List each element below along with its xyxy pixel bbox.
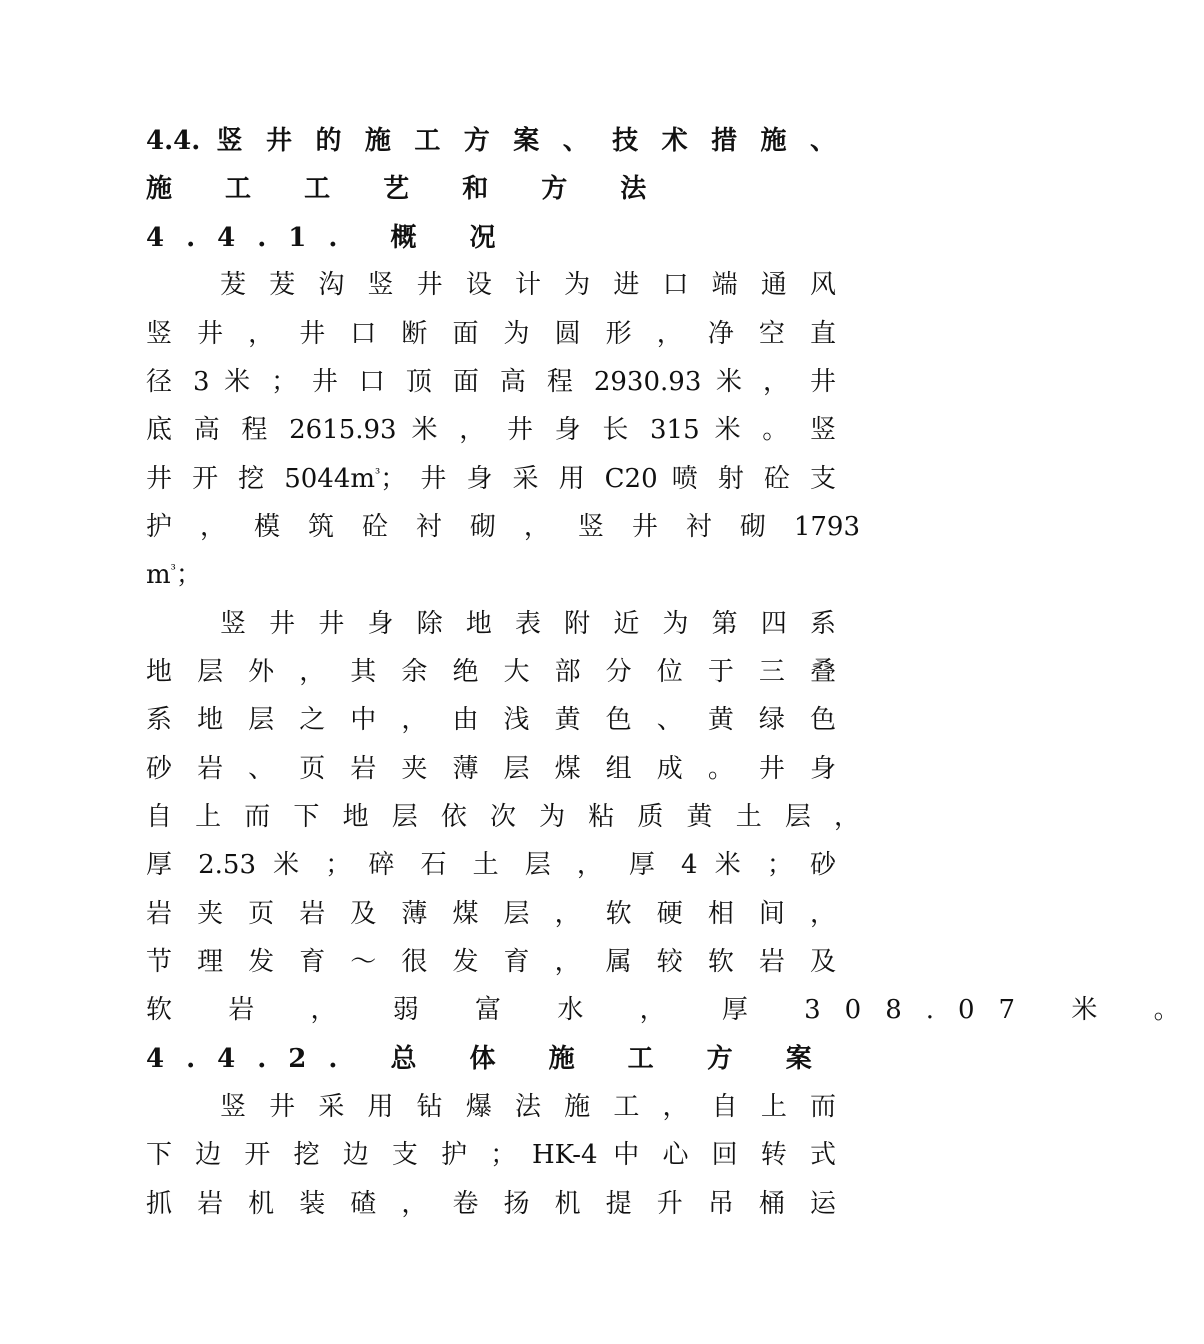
paragraph-line: 地 层 外 ， 其 余 绝 大 部 分 位 于 三 叠 [146, 657, 836, 687]
unit-m-text: m [146, 560, 171, 590]
section-4-4-2-title: 4.4.2. 总 体 施 工 方 案 [146, 1044, 834, 1074]
paragraph-line: 茇 茇 沟 竖 井 设 计 为 进 口 端 通 风 [220, 270, 836, 300]
paragraph-line: 厚 2.53 米 ； 碎 石 土 层 ， 厚 4 米 ； 砂 [146, 850, 836, 880]
paragraph-line: 岩 夹 页 岩 及 薄 煤 层 ， 软 硬 相 间 ， [146, 899, 836, 929]
paragraph-line: 节 理 发 育 ～ 很 发 育 ， 属 较 软 岩 及 [146, 947, 836, 977]
paragraph-line: 护 ， 模 筑 砼 衬 砌 ， 竖 井 衬 砌 1793 [146, 512, 860, 542]
section-4-4-1-title: 4.4.1. 概 况 [146, 223, 518, 253]
paragraph-line: 底 高 程 2615.93 米 ， 井 身 长 315 米 。 竖 [146, 415, 836, 445]
paragraph-line: 抓 岩 机 装 碴 ， 卷 扬 机 提 升 吊 桶 运 [146, 1189, 836, 1219]
cubic-superscript: ³ [170, 562, 176, 578]
paragraph-line: 自 上 而 下 地 层 依 次 为 粘 质 黄 土 层 ， [146, 802, 860, 832]
paragraph-line: 下 边 开 挖 边 支 护 ； HK-4 中 心 回 转 式 [146, 1140, 836, 1170]
paragraph-line: 砂 岩 、 页 岩 夹 薄 层 煤 组 成 。 井 身 [146, 754, 836, 784]
excavation-volume-text: 井 开 挖 5044m [146, 464, 376, 494]
heading-4-4-line-2: 施 工 工 艺 和 方 法 [146, 174, 669, 204]
paragraph-line: 系 地 层 之 中 ， 由 浅 黄 色 、 黄 绿 色 [146, 705, 836, 735]
paragraph-line: 软 岩 ， 弱 富 水 ， 厚 308.07 米 。 [146, 995, 1204, 1025]
paragraph-line: 径 3 米 ； 井 口 顶 面 高 程 2930.93 米 ， 井 [146, 367, 836, 397]
shotcrete-text: ； 井 身 采 用 C20 喷 射 砼 支 [380, 464, 836, 494]
paragraph-line-with-superscript [146, 558, 836, 592]
semicolon-text: ； [175, 560, 202, 590]
cubic-superscript: ³ [375, 466, 381, 482]
paragraph-line-with-superscript [146, 462, 836, 496]
heading-4-4-line-1: 4.4. 竖 井 的 施 工 方 案 、 技 术 措 施 、 [146, 126, 836, 156]
paragraph-line: 竖 井 井 身 除 地 表 附 近 为 第 四 系 [220, 609, 836, 639]
paragraph-line: 竖 井 采 用 钻 爆 法 施 工 ， 自 上 而 [220, 1092, 836, 1122]
paragraph-line: 竖 井 ， 井 口 断 面 为 圆 形 ， 净 空 直 [146, 319, 836, 349]
